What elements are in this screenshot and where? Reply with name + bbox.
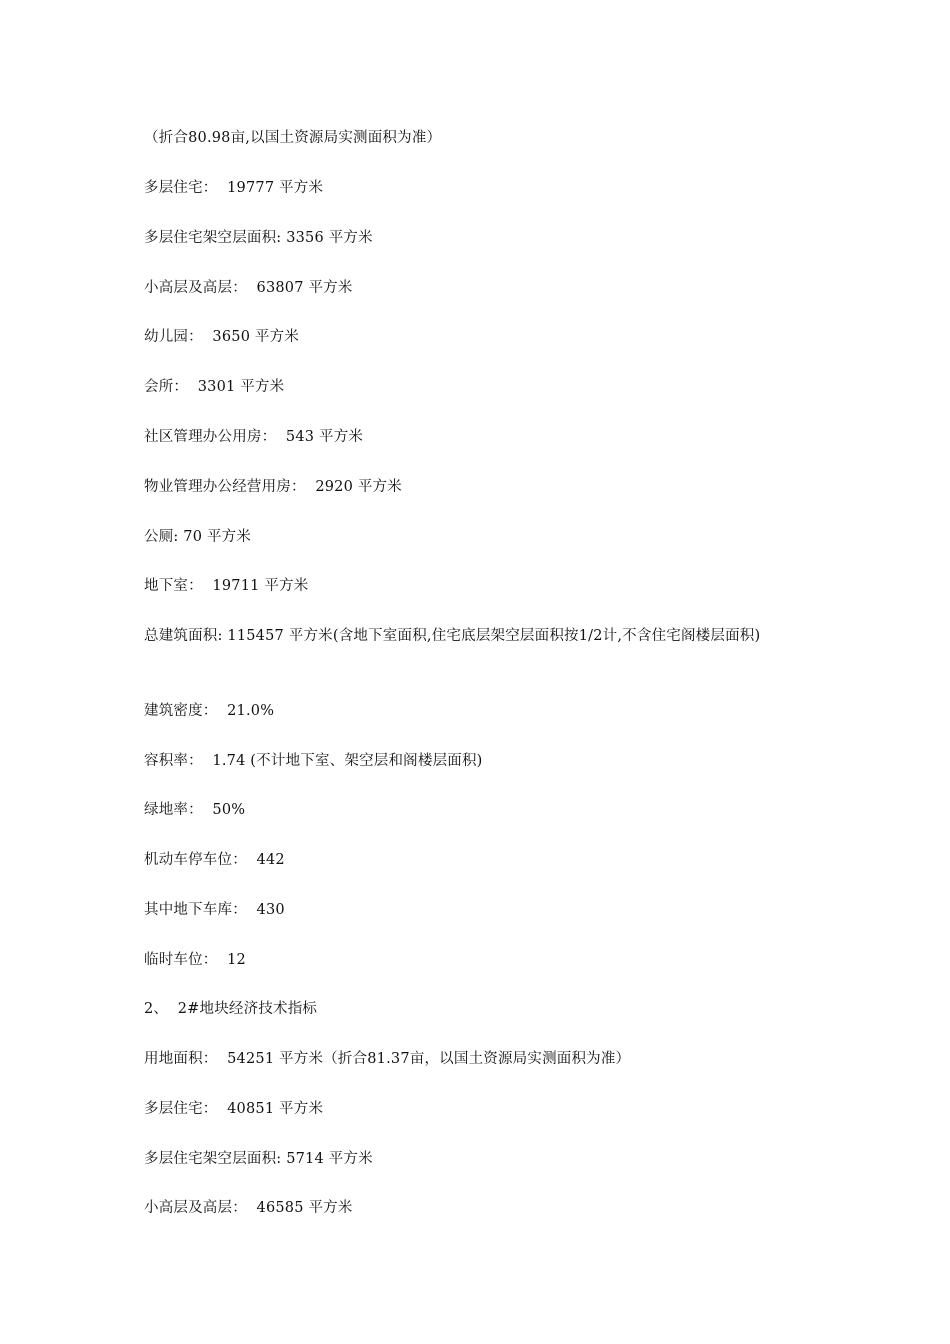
text-line: 用地面积： 54251 平方米（折合81.37亩，以国土资源局实测面积为准） bbox=[144, 1051, 631, 1067]
text-line: 多层住宅： 19777 平方米 bbox=[144, 180, 324, 196]
text-line: 机动车停车位： 442 bbox=[144, 852, 285, 868]
text-line: 建筑密度： 21.0% bbox=[144, 703, 275, 719]
text-line: 幼儿园： 3650 平方米 bbox=[144, 329, 300, 345]
text-line: 地下室： 19711 平方米 bbox=[144, 578, 309, 594]
text-line: 社区管理办公用房： 543 平方米 bbox=[144, 429, 364, 445]
text-line: 多层住宅架空层面积: 5714 平方米 bbox=[144, 1151, 373, 1167]
text-line: 临时车位： 12 bbox=[144, 952, 246, 968]
text-line: 容积率： 1.74 (不计地下室、架空层和阁楼层面积) bbox=[144, 753, 483, 769]
text-line: 其中地下车库： 430 bbox=[144, 902, 285, 918]
text-line: 小高层及高层： 46585 平方米 bbox=[144, 1200, 353, 1216]
text-line: 总建筑面积: 115457 平方米(含地下室面积,住宅底层架空层面积按1/2计,不含住宅阁楼层面积) bbox=[144, 628, 761, 644]
text-line: 公厕: 70 平方米 bbox=[144, 529, 252, 545]
text-line: （折合80.98亩,以国土资源局实测面积为准） bbox=[144, 130, 442, 146]
text-line: 多层住宅： 40851 平方米 bbox=[144, 1101, 324, 1117]
text-line: 多层住宅架空层面积: 3356 平方米 bbox=[144, 230, 373, 246]
text-line: 物业管理办公经营用房： 2920 平方米 bbox=[144, 479, 402, 495]
text-line: 小高层及高层： 63807 平方米 bbox=[144, 280, 353, 296]
section-heading: 2、 2#地块经济技术指标 bbox=[144, 1001, 318, 1017]
text-line: 会所： 3301 平方米 bbox=[144, 379, 285, 395]
text-line: 绿地率： 50% bbox=[144, 802, 246, 818]
